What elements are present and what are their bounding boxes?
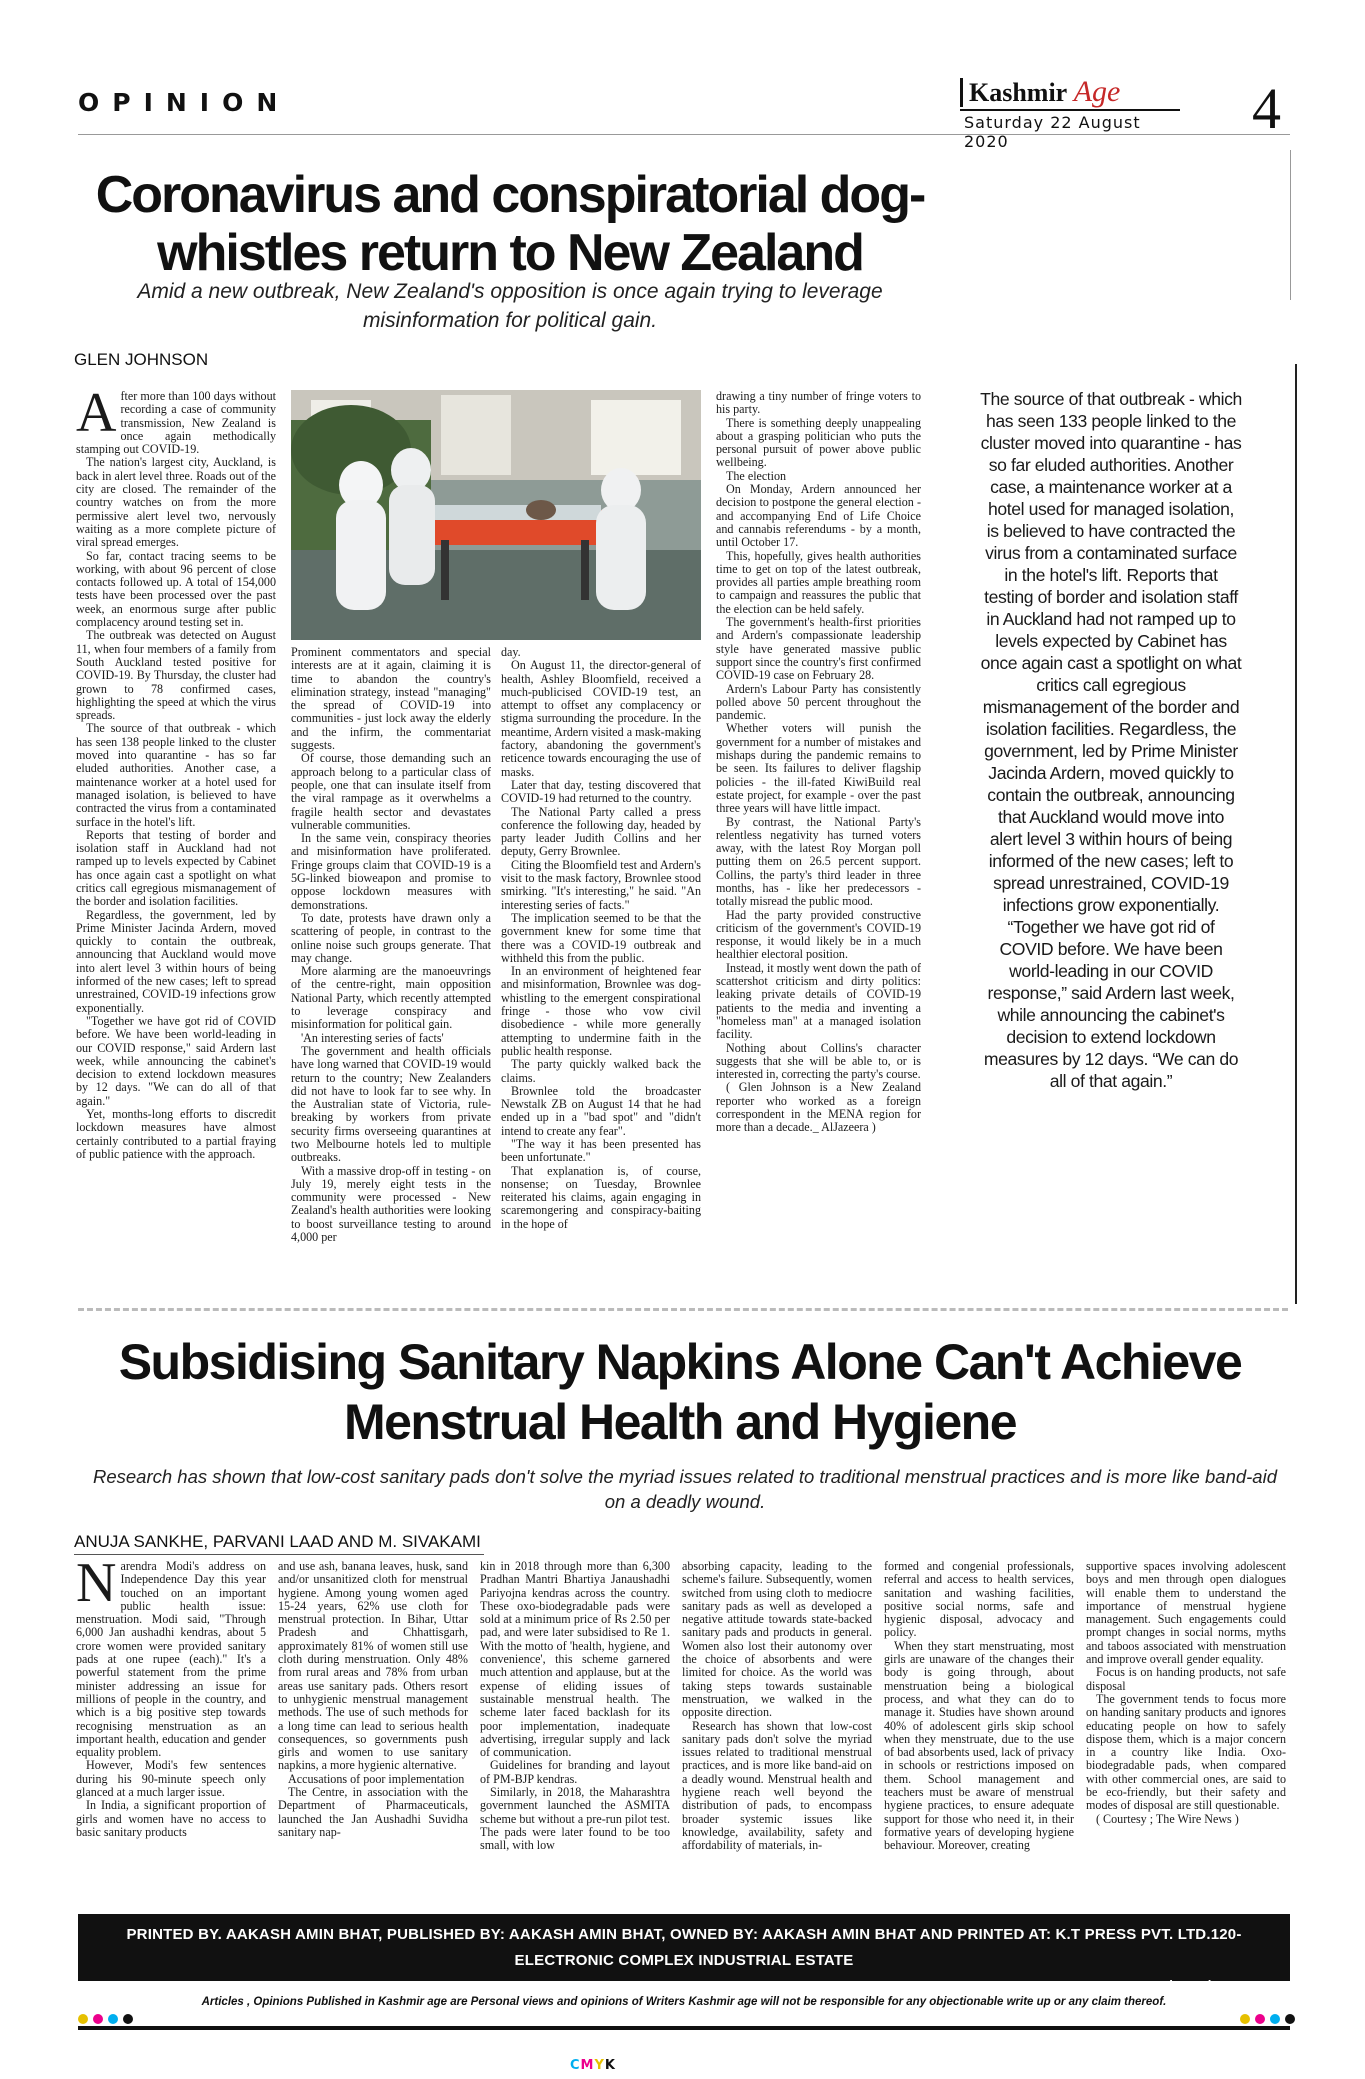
article2-column-2	[278, 1560, 468, 1900]
paragraph: That explanation is, of course, nonsense; on Tuesday, Brownlee reiterated his claims, again engaging in scaremongering and conspiracy-baiting in the hope of	[501, 1163, 701, 1231]
article1-column-4	[716, 390, 921, 1300]
article1-title: Coronavirus and conspiratorial dog-whistles return to New Zealand	[95, 166, 925, 282]
paragraph: The Centre, in association with the Department of Pharmaceuticals, launched the Jan Aushadhi Suvidha sanitary nap-	[278, 1785, 468, 1839]
paragraph: In an environment of heightened fear and misinformation, Brownlee was dog-whistling to the emergent conspirational fringe - those who vow civil disobedience - while more generally attempting to undermine faith in the public health response.	[501, 964, 701, 1058]
imprint-line-2: RANGRETH BUDGAM, J&K. AND PUBLISHED AT: MEDIA ENCLAVE RESIDENCY ROAD SGR. 190001 J&K. EDITOR: AAKASH AMIN BHAT, JKENG/2006/23952	[114, 1978, 1254, 1995]
paragraph: The nation's largest city, Auckland, is back in alert level three. Roads out of the city are closed. The remainder of the country watches on from the more permissive alert level two, nervously waiting as a more complete picture of viral spread emerges.	[76, 455, 276, 550]
article2-column-3	[480, 1560, 670, 1900]
header-vertical-divider	[1290, 150, 1291, 300]
paragraph: The outbreak was detected on August 11, when four members of a family from South Auckland tested positive for COVID-19. By Thursday, the cluster had grown to 78 confirmed cases, highlighting the speed at which the virus spreads.	[76, 628, 276, 723]
paragraph: However, Modi's few sentences during his 90-minute speech only glanced at a much larger issue.	[76, 1758, 266, 1800]
paragraph: Ardern's Labour Party has consistently polled above 50 percent throughout the pandemic.	[716, 681, 921, 723]
paragraph: When they start menstruating, most girls are unaware of the changes their body is going through, about menstruation being a biological process, and what they can do to manage it. Studies have shown around 40% of adolescent girls skip school when they menstruate, due to the use of bad absorbents used, lack of privacy in schools or restrictions imposed on them. School management and teachers must be aware of menstrual hygiene practices, to ensure adequate support for those who need it, in their formative years of developing hygiene behaviour. Moreover, creating	[884, 1638, 1074, 1853]
paragraph: Focus is on handing products, not safe disposal	[1086, 1665, 1286, 1693]
issue-date: Saturday 22 August 2020	[960, 109, 1180, 151]
paragraph: Reports that testing of border and isolation staff in Auckland had not ramped up to levels expected by Cabinet has once again cast a spotlight on what critics call egregious mismanagement of the border and isolation facilities.	[76, 827, 276, 909]
paragraph: By contrast, the National Party's relentless negativity has turned voters away, with the latest Roy Morgan poll putting them on 26.5 percent support. Collins, the party's third leader in three months, has - like her predecessors - totally misread the public mood.	[716, 814, 921, 909]
paragraph: Guidelines for branding and layout of PM-BJP kendras.	[480, 1758, 670, 1786]
paragraph: Accusations of poor implementation	[288, 1771, 465, 1786]
paragraph: On August 11, the director-general of health, Ashley Bloomfield, received a much-publicised COVID-19 test, an attempt to offset any complacency or stigma surrounding the procedure. In the meantime, Ardern visited a mask-making factory, abandoning the government's reticence towards encouraging the use of masks.	[501, 658, 701, 779]
header-divider	[78, 134, 1290, 135]
masthead	[960, 75, 1180, 151]
paragraph: drawing a tiny number of fringe voters to his party.	[716, 390, 921, 417]
paragraph: Narendra Modi's address on Independence Day this year touched on an important public health issue: menstruation. Modi said, "Through 6,000 Jan aushadhi kendras, about 5 crore women were provided sanitary pads at one rupee (each)." It's a powerful statement from the prime minister addressing an issue for millions of people in the country, and which is a big positive step towards recognising menstruation as an important health, education and gender equality problem.	[76, 1560, 266, 1760]
paragraph: "Together we have got rid of COVID before. We have been world-leading in our COVID response," said Ardern last week, while announcing the cabinet's decision to extend lockdown measures by 12 days. "We can do all of that again."	[76, 1013, 276, 1108]
paragraph: So far, contact tracing seems to be working, with about 96 percent of close contacts followed up. A total of 154,000 tests have been processed over the past week, an enormous surge after public complacency around testing set in.	[76, 548, 276, 630]
article2-column-5	[884, 1560, 1074, 1900]
article1-column-3	[501, 646, 701, 1300]
paragraph: To date, protests have drawn only a scattering of people, in contrast to the online noise such groups generate. That may change.	[291, 910, 491, 965]
article2-column-1	[76, 1560, 266, 1900]
imprint-footer	[78, 1914, 1290, 1995]
article1-dek: Amid a new outbreak, New Zealand's opposition is once again trying to leverage misinformation for political gain.	[137, 280, 883, 332]
paragraph: The election	[726, 468, 787, 483]
logo-age: Age	[1073, 75, 1121, 108]
article2-column-4	[682, 1560, 872, 1900]
cmyk-y: Y	[594, 2058, 605, 2073]
paragraph: The implication seemed to be that the government knew for some time that there was a COVID-19 outbreak and withheld this from the public.	[501, 910, 701, 965]
registration-mark-icon	[1255, 2014, 1265, 2024]
paragraph: Prominent commentators and special interests are at it again, claiming it is time to abandon the country's elimination strategy, instead "managing" the spread of COVID-19 into communities - just lock away the elderly and the infirm, the commentariat suggests.	[291, 646, 491, 753]
hospital-workers-photo	[291, 390, 701, 640]
registration-mark-icon	[93, 2014, 103, 2024]
section-label: OPINION	[78, 88, 291, 117]
paragraph: In India, a significant proportion of girls and women have no access to basic sanitary products	[76, 1798, 266, 1839]
paragraph: The National Party called a press conference the following day, headed by party leader Judith Collins and her deputy, Gerry Brownlee.	[501, 804, 701, 859]
paragraph: More alarming are the manoeuvrings of the centre-right, main opposition National Party, which recently attempted to leverage conspiracy and misinformation for political gain.	[291, 964, 491, 1032]
paragraph: Nothing about Collins's character suggests that she will be able to, or is interested in, correcting the party's course.	[716, 1040, 921, 1082]
paragraph: ( Courtesy ; The Wire News )	[1096, 1811, 1239, 1826]
cmyk-m: M	[580, 2058, 595, 2073]
disclaimer: Articles , Opinions Published in Kashmir age are Personal views and opinions of Writers Kashmir age will not be responsible for any objectionable write up or any claim thereof.	[201, 1996, 1167, 2008]
article1-column-1	[76, 390, 276, 1300]
paragraph: ( Glen Johnson is a New Zealand reporter who worked as a foreign correspondent in the MENA region for more than a decade._ AlJazeera )	[716, 1080, 921, 1135]
paragraph: With a massive drop-off in testing - on July 19, merely eight tests in the community were processed - New Zealand's health authorities were looking to boost surveillance testing to around 4,000 per	[291, 1163, 491, 1245]
registration-mark-icon	[123, 2014, 133, 2024]
imprint-line-1: PRINTED BY. AAKASH AMIN BHAT, PUBLISHED BY: AAKASH AMIN BHAT, OWNED BY: AAKASH AMIN BHAT AND PRINTED AT: K.T PRESS PVT. LTD.120- ELECTRONIC COMPLEX INDUSTRIAL ESTATE	[126, 1926, 1242, 1969]
pull-quote: The source of that outbreak - which has seen 133 people linked to the cluster moved into quarantine - has so far eluded authorities. Another case, a maintenance worker at a hotel used for managed isolation, is believed to have contracted the virus from a contaminated surface in the hotel's lift. Reports that testing of border and isolation staff in Auckland had not ramped up to levels expected by Cabinet has once again cast a spotlight on what critics call egregious mismanagement of the border and isolation facilities. Regardless, the government, led by Prime Minister Jacinda Ardern, moved quickly to contain the outbreak, announcing that Auckland would move into alert level 3 within hours of being informed of the new cases; left to spread unrestrained, COVID-19 infections grow exponentially. “Together we have got rid of COVID before. We have been world-leading in our COVID response,” said Ardern last week, while announcing the cabinet's decision to extend lockdown measures by 12 days. “We can do all of that again.”	[980, 389, 1242, 1091]
bottom-rule	[78, 2026, 1290, 2030]
paragraph: The source of that outbreak - which has seen 138 people linked to the cluster moved into quarantine - has so far eluded authorities. Another case, a maintenance worker at a hotel used for managed isolation, is believed to have contracted the virus from a contaminated surface in the hotel's lift.	[76, 721, 276, 829]
paragraph: On Monday, Ardern announced her decision to postpone the general election - and accompanying End of Life Choice and cannabis referendums - by a month, until October 17.	[716, 482, 921, 550]
paragraph: The government and health officials have long warned that COVID-19 would return to the country; New Zealanders did not have to look far to see why. In the Australian state of Victoria, rule-breaking by workers from private security firms overseeing quarantines at two Melbourne hotels led to multiple outbreaks.	[291, 1043, 491, 1165]
paragraph: Later that day, testing discovered that COVID-19 had returned to the country.	[501, 777, 701, 806]
paragraph: After more than 100 days without recording a case of community transmission, New Zealand is once again methodically stamping out COVID-19.	[76, 390, 276, 457]
registration-mark-icon	[1240, 2014, 1250, 2024]
pull-quote-rule	[1295, 364, 1297, 1304]
cmyk-label	[570, 2058, 616, 2073]
paragraph: The government's health-first priorities and Ardern's compassionate leadership style have generated massive public support since the country's first confirmed COVID-19 case on February 28.	[716, 615, 921, 683]
paragraph: formed and congenial professionals, referral and access to health services, sanitation and washing facilities, positive social norms, safe and hygienic disposal, advocacy and policy.	[884, 1560, 1074, 1640]
logo-kashmir: Kashmir	[969, 78, 1068, 107]
paragraph: Whether voters will punish the government for a number of mistakes and mishaps during the pandemic remains to be seen. Its failures to deliver flagship policies - the ill-fated KiwiBuild real estate project, for example - over the past three years will have little impact.	[716, 721, 921, 816]
registration-mark-icon	[108, 2014, 118, 2024]
paragraph: Of course, those demanding such an approach belong to a particular class of people, one that can insulate itself from the viral rampage as it overwhelms a fragile health sector and devastates vulnerable communities.	[291, 751, 491, 832]
paragraph: The party quickly walked back the claims.	[501, 1057, 701, 1085]
paragraph: supportive spaces involving adolescent boys and men through open dialogues will enable them to understand the importance of menstrual hygiene management. Such engagements could prompt changes in social norms, myths and taboos associated with menstruation and improve overall gender equality.	[1086, 1560, 1286, 1667]
paragraph: day.	[501, 646, 521, 659]
article1-photo	[291, 390, 701, 640]
paragraph: Yet, months-long efforts to discredit lockdown measures have almost certainly contributed to a partial fraying of public patience with the approach.	[76, 1107, 276, 1161]
paragraph: 'An interesting series of facts'	[301, 1030, 444, 1045]
article2-dek: Research has shown that low-cost sanitary pads don't solve the myriad issues related to traditional menstrual practices and is more like band-aid on a deadly wound.	[92, 1466, 1277, 1512]
paragraph: Similarly, in 2018, the Maharashtra government launched the ASMITA scheme but without a pre-run pilot test. The pads were later found to be too small, with low	[480, 1785, 670, 1853]
paragraph: "The way it has been presented has been unfortunate."	[501, 1136, 701, 1165]
article-divider	[78, 1308, 1288, 1311]
registration-mark-icon	[1270, 2014, 1280, 2024]
paragraph: Had the party provided constructive criticism of the government's COVID-19 response, it would likely be in a much healthier electoral position.	[716, 907, 921, 962]
registration-mark-icon	[78, 2014, 88, 2024]
cmyk-c: C	[570, 2058, 581, 2073]
article1-column-2	[291, 646, 491, 1300]
article2-title: Subsidising Sanitary Napkins Alone Can't Achieve Menstrual Health and Hygiene	[118, 1334, 1242, 1450]
paragraph: Brownlee told the broadcaster Newstalk ZB on August 14 that he had ended up in a "bad spot" and "didn't intend to create any fear".	[501, 1083, 701, 1138]
paragraph: absorbing capacity, leading to the scheme's failure. Subsequently, women switched from using cloth to mediocre sanitary pads as well as developed a negative attitude towards state-backed sanitary pads and products in general. Women also lost their autonomy over the choice of absorbents and were limited for choice. As the world was taking steps towards sustainable menstruation, we walked in the opposite direction.	[682, 1560, 872, 1720]
registration-marks-left	[78, 2014, 133, 2024]
paragraph: Citing the Bloomfield test and Ardern's visit to the mask factory, Brownlee stood smirking. "It's interesting," he said. "An interesting series of facts."	[501, 857, 701, 912]
page-number: 4	[1252, 76, 1281, 141]
paragraph: This, hopefully, gives health authorities time to get on top of the latest outbreak, provides all parties ample breathing room to campaign and reassures the public that the election can be held safely.	[716, 548, 921, 616]
paragraph: and use ash, banana leaves, husk, sand and/or unsanitized cloth for menstrual hygiene. Among young women aged 15-24 years, 62% use cloth for menstrual protection. In Bihar, Uttar Pradesh and Chhattisgarh, approximately 81% of women still use cloth during menstruation. Only 48% from rural areas and 78% from urban areas use sanitary pads. Others resort to unhygienic menstrual management methods. The use of such methods for a long time can lead to serious health consequences, so governments push girls and women to use sanitary napkins, a more hygienic alternative.	[278, 1560, 468, 1773]
logo	[960, 75, 1180, 108]
paragraph: kin in 2018 through more than 6,300 Pradhan Mantri Bhartiya Janaushadhi Pariyojna kendras across the country. These oxo-biodegradable pads were sold at a minimum price of Rs 2.50 per pad, and were later subsidised to Re 1. With the motto of 'health, hygiene, and convenience', this scheme garnered much attention and applause, but at the expense of eliding issues of sustainable menstrual health. The scheme later faced backlash for its poor implementation, inadequate advertising, irregular supply and lack of communication.	[480, 1560, 670, 1760]
paragraph: Regardless, the government, led by Prime Minister Jacinda Ardern, moved quickly to contain the outbreak, announcing that Auckland would move into alert level 3 within hours of being informed of the new cases; left to spread unrestrained, COVID-19 infections grow exponentially.	[76, 907, 276, 1015]
article2-byline: ANUJA SANKHE, PARVANI LAAD AND M. SIVAKAMI	[74, 1532, 484, 1555]
cmyk-k: K	[604, 2058, 616, 2073]
paragraph: Research has shown that low-cost sanitary pads don't solve the myriad issues related to traditional menstrual practices, and is more like band-aid on a deadly wound. Menstrual health and hygiene reach well beyond the distribution of pads, to encompass broader systemic issues like knowledge, availability, safety and affordability of materials, in-	[682, 1718, 872, 1853]
paragraph: In the same vein, conspiracy theories and misinformation have proliferated. Fringe groups claim that COVID-19 is a 5G-linked bioweapon and promise to oppose lockdown measures with demonstrations.	[291, 831, 491, 912]
registration-mark-icon	[1285, 2014, 1295, 2024]
paragraph: The government tends to focus more on handing sanitary products and ignores educating people on how to safely dispose them, which is a major concern in a country like India. Oxo-biodegradable pads, when compared with other commercial ones, are said to be eco-friendly, but their safety and modes of disposal are still questionable.	[1086, 1691, 1286, 1813]
article1-byline: GLEN JOHNSON	[74, 350, 209, 369]
paragraph: There is something deeply unappealing about a grasping politician who puts the personal pursuit of power above public wellbeing.	[716, 415, 921, 470]
paragraph: Instead, it mostly went down the path of scattershot criticism and dirty politics: leaking private details of COVID-19 patients to the media and inventing a "homeless man" at a managed isolation facility.	[716, 960, 921, 1042]
registration-marks-right	[1240, 2014, 1295, 2024]
article2-column-6	[1086, 1560, 1286, 1900]
